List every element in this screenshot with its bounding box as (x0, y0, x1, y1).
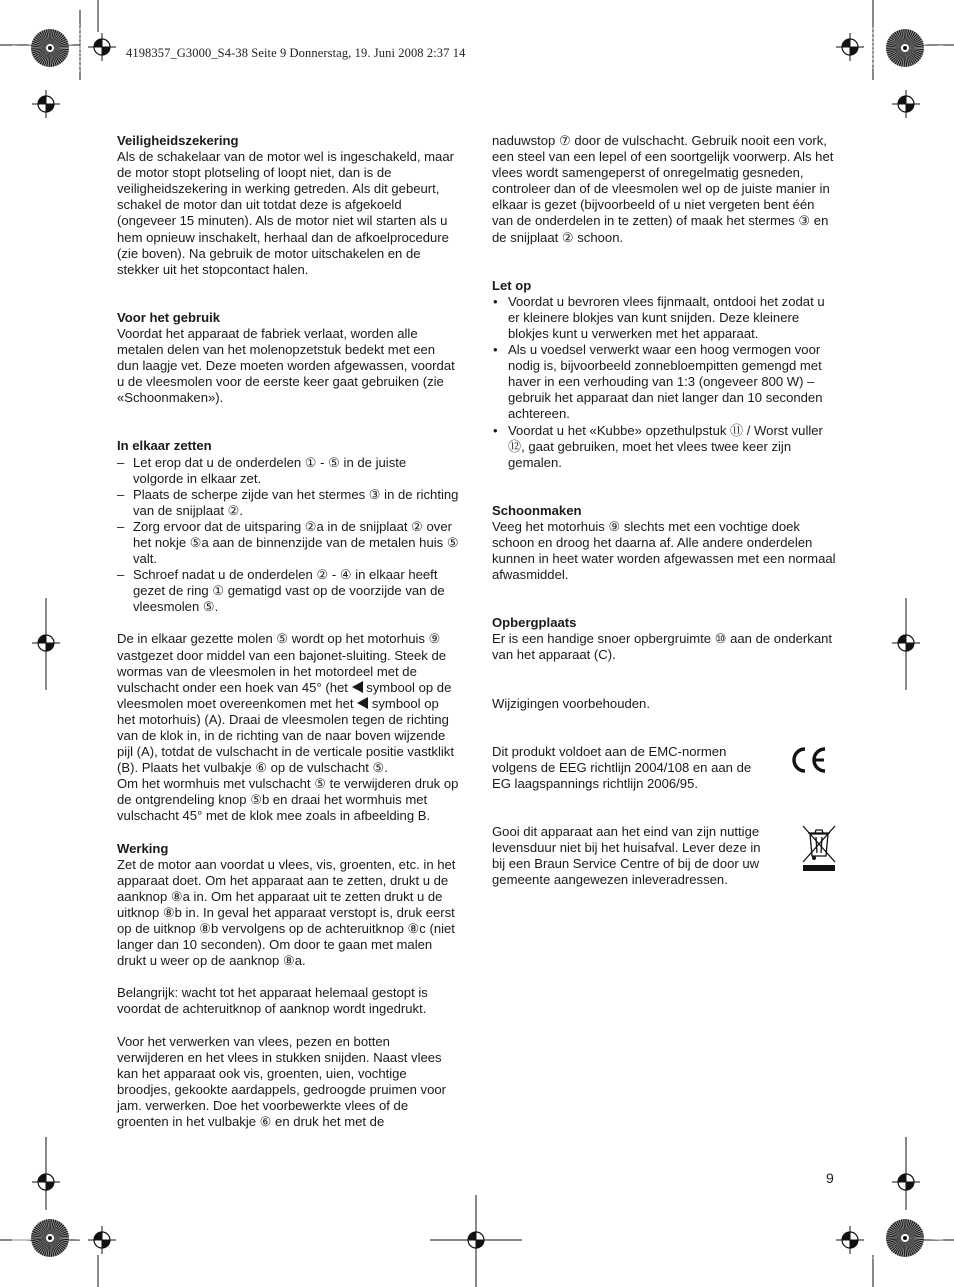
heading-let-op: Let op (492, 277, 532, 293)
paragraph-weee: Gooi dit apparaat aan het eind van zijn nuttige levensduur niet bij het huisafval. Lever deze in bij een Braun Service Centre of bij de door uw gemeente aangewezen inleveradressen. (492, 823, 761, 888)
section-voor-het-gebruik (117, 310, 460, 407)
paragraph-emc: Dit produkt voldoet aan de EMC-normen volgens de EEG richtlijn 2004/108 en aan de EG laagspannings richtlijn 2006/95. (492, 743, 752, 791)
paragraph-bajonet-c: symbool op het motorhuis) (A). Draai de vleesmolen tegen de richting van de klok in, in de richting van de naar boven wijzende pijl (A), totdat de vulschacht in de verticale positie vastklikt (B). Plaats het vulbakje ⑥ op de vulschacht ⑤. (117, 695, 454, 776)
registration-star-bottom-left (31, 1219, 69, 1257)
paragraph-schoonmaken: Veeg het motorhuis ⑨ slechts met een vochtige doek schoon en droog het daarna af. Alle andere onderdelen kunnen in heet water worden afgewassen met een normaal afwasmiddel. (492, 518, 836, 583)
paragraph-werking-3: Voor het verwerken van vlees, pezen en botten verwijderen en het vlees in stukken snijden. Naast vlees kan het apparaat ook vis, groenten, uien, vochtige broodjes, gekookte aardappels, gedroogde pruimen voor jam. verwerken. Doe het voorbewerkte vlees of de groenten in het vulbakje ⑥ en druk het met de (117, 1033, 447, 1129)
list-item: • Voordat u het «Kubbe» opzethulpstuk ⑪ / Worst vuller ⑫, gaat gebruiken, moet het vlees twee keer zijn gemalen. (492, 423, 837, 471)
heading-in-elkaar-zetten: In elkaar zetten (117, 438, 212, 454)
section-let-op (492, 278, 837, 471)
section-continued (492, 133, 837, 246)
right-column (492, 133, 837, 920)
paragraph-opbergplaats: Er is een handige snoer opbergruimte ⑩ aan de onderkant van het apparaat (C). (492, 631, 833, 663)
section-in-elkaar-zetten (117, 438, 460, 824)
paragraph-bajonet-a: De in elkaar gezette molen ⑤ wordt op het motorhuis ⑨ vastgezet door middel van een bajonet-sluiting. Steek de wormas van de vleesmolen in het motordeel met de vulschacht onder een hoek van 45° (het (117, 631, 447, 695)
heading-opbergplaats: Opbergplaats (492, 615, 577, 631)
paragraph-bajonet (117, 631, 460, 776)
left-column (117, 133, 460, 1130)
list-item: • Voordat u bevroren vlees fijnmaalt, ontdooi het zodat u er kleinere blokjes van kunt snijden. Deze kleinere blokjes kunt u verwerken met het apparaat. (492, 294, 837, 342)
paragraph-werking-1: Zet de motor aan voordat u vlees, vis, groenten, etc. in het apparaat doet. Om het apparaat aan te zetten, drukt u de aanknop ⑧a in. Om het apparaat uit te zetten drukt u de uitknop ⑧b in. In geval het apparaat verstopt is, druk eerst op de uitknop ⑧b vervolgens op de achteruitknop ⑧c (niet langer dan 10 seconden). Om door te gaan met malen drukt u weer op de aanknop ⑧a. (117, 856, 456, 969)
paragraph-bajonet-b: symbool op de vleesmolen moet overeenkomen met het (117, 679, 452, 711)
heading-schoonmaken: Schoonmaken (492, 502, 582, 518)
list-item: – Schroef nadat u de onderdelen ② - ④ in elkaar heeft gezet de ring ① gematigd vast op de voorzijde van de vleesmolen ⑤. (117, 567, 460, 615)
paragraph-voor-het-gebruik: Voordat het apparaat de fabriek verlaat, worden alle metalen delen van het molenopzetstuk bedekt met een dun laagje vet. Deze moeten worden afgewassen, voordat u de vleesmolen voor de eerste keer gaat gebruiken (zie «Schoonmaken»). (117, 325, 455, 406)
section-schoonmaken (492, 503, 837, 583)
paragraph-continued: naduwstop ⑦ door de vulschacht. Gebruik nooit een vork, een steel van een lepel of een soortgelijk voorwerp. Als het vlees wordt samengeperst of onregelmatig gesneden, controleer dan of de vleesmolen wel op de juiste manier in elkaar is gezet (bijvoorbeeld of u niet vergeten bent één van de onderdelen in te zetten) of maak het stermes ③ en de snijplaat ② schoon. (492, 133, 834, 245)
heading-veiligheidszekering: Veiligheidszekering (117, 133, 239, 148)
heading-voor-het-gebruik: Voor het gebruik (117, 309, 221, 325)
list-item: • Als u voedsel verwerkt waar een hoog vermogen voor nodig is, bijvoorbeeld zonnebloempitten gemengd met haver in een verhouding van 1:3 (ongeveer 800 W) – gebruik het apparaat dan niet langer dan 10 seconden achtereen. (492, 342, 837, 422)
registration-star-top-right (886, 29, 924, 67)
section-weee (492, 824, 837, 888)
list-item: – Plaats de scherpe zijde van het stermes ③ in de richting van de snijplaat ②. (117, 487, 460, 519)
ce-mark-icon (787, 746, 829, 774)
page-number: 9 (826, 1170, 834, 1186)
section-opbergplaats (492, 615, 837, 663)
list-item: – Let erop dat u de onderdelen ① - ⑤ in de juiste volgorde in elkaar zet. (117, 455, 460, 487)
print-header: 4198357_G3000_S4-38 Seite 9 Donnerstag, 19. Juni 2008 2:37 14 (126, 46, 466, 60)
section-veiligheidszekering (117, 133, 460, 278)
list-item: – Zorg ervoor dat de uitsparing ②a in de snijplaat ② over het nokje ⑤a aan de binnenzijde van de metalen huis ⑤ valt. (117, 519, 460, 567)
crossed-bin-icon (801, 824, 837, 872)
paragraph-wijzigingen: Wijzigingen voorbehouden. (492, 695, 650, 711)
section-wijzigingen (492, 696, 837, 712)
registration-star-bottom-right (886, 1219, 924, 1257)
registration-star-top-left (31, 29, 69, 67)
paragraph-veiligheidszekering: Als de schakelaar van de motor wel is ingeschakeld, maar de motor stopt plotseling of loopt niet, dan is de veiligheidszekering in werking getreden. Als dit gebeurt, schakel de motor dan uit totdat deze is afgekoeld (ongeveer 15 minuten). Als de motor niet wil starten als u hem opnieuw inschakelt, herhaal dan de afkoelprocedure (zie boven). Na gebruik de motor uitschakelen en de stekker uit het stopcontact halen. (117, 149, 454, 277)
section-emc (492, 744, 837, 792)
triangle-symbol-icon (352, 681, 363, 693)
triangle-symbol-icon (357, 697, 368, 709)
section-werking (117, 841, 460, 1131)
paragraph-werking-2: Belangrijk: wacht tot het apparaat helemaal gestopt is voordat de achteruitknop of aanknop wordt ingedrukt. (117, 985, 428, 1017)
paragraph-wormhuis: Om het wormhuis met vulschacht ⑤ te verwijderen druk op de ontgrendeling knop ⑤b en draai het wormhuis met vulschacht 45° met de klok mee zoals in afbeelding B. (117, 776, 459, 824)
heading-werking: Werking (117, 840, 169, 856)
